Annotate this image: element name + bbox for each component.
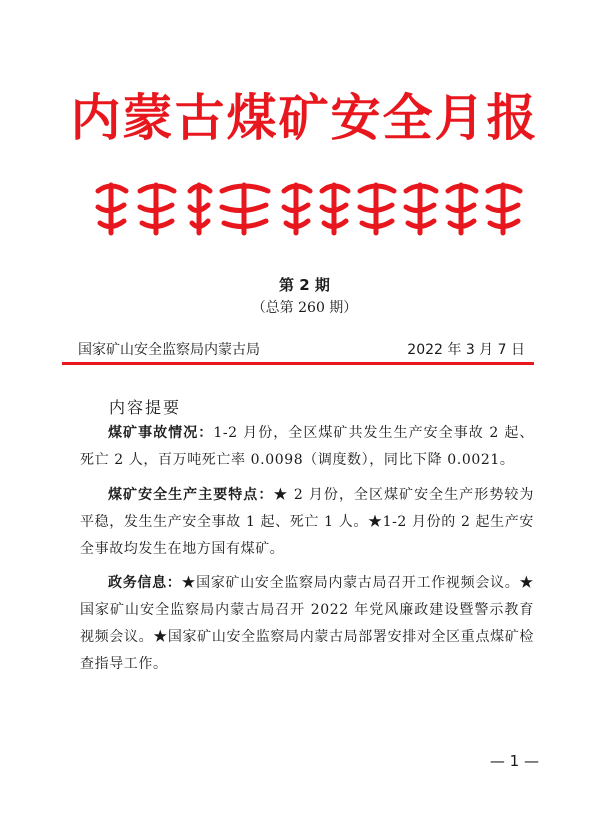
summary-paragraph-accidents bbox=[80, 420, 534, 474]
mongolian-glyph-stroke bbox=[360, 185, 394, 233]
masthead-title: 内蒙古煤矿安全月报 bbox=[70, 89, 539, 147]
publish-date: 2022 年 3 月 7 日 bbox=[407, 342, 525, 358]
mongolian-glyph-stroke bbox=[98, 185, 126, 233]
mongolian-glyph-stroke bbox=[140, 185, 174, 233]
header-rule bbox=[62, 362, 534, 365]
publisher-name: 国家矿山安全监察局内蒙古局 bbox=[78, 342, 260, 358]
mongolian-glyph-stroke bbox=[448, 185, 476, 233]
summary-paragraph-features bbox=[80, 482, 534, 563]
paragraph-lead: 煤矿事故情况： bbox=[108, 425, 214, 441]
page-number: — 1 — bbox=[489, 752, 539, 770]
mongolian-script-title-glyph bbox=[82, 177, 527, 243]
paragraph-text: 1-2 月份，全区煤矿共发生生产安全事故 2 起、死亡 2 人，百万吨死亡率 0.0098（调度数），同比下降 0.0021。 bbox=[80, 425, 534, 468]
mongolian-glyph-stroke bbox=[406, 185, 436, 233]
paragraph-text: ★ 2 月份，全区煤矿安全生产形势较为平稳，发生生产安全事故 1 起、死亡 1 人。★1-2 月份的 2 起生产安全事故均发生在地方国有煤矿。 bbox=[80, 487, 534, 557]
summary-paragraph-government bbox=[80, 570, 534, 678]
mongolian-glyph-stroke bbox=[284, 185, 310, 233]
mongolian-glyph-stroke bbox=[488, 185, 520, 233]
paragraph-text: ★国家矿山安全监察局内蒙古局召开工作视频会议。★国家矿山安全监察局内蒙古局召开 2022 年党风廉政建设暨警示教育视频会议。★国家矿山安全监察局内蒙古局部署安排对全区重点煤矿检查指导工作。 bbox=[80, 575, 534, 672]
paragraph-lead: 煤矿安全生产主要特点： bbox=[108, 487, 274, 503]
paragraph-lead: 政务信息： bbox=[108, 575, 182, 591]
issue-total: （总第 260 期） bbox=[251, 300, 358, 316]
mongolian-glyph-stroke bbox=[222, 185, 268, 233]
mongolian-glyph-stroke bbox=[322, 185, 348, 233]
summary-title: 内容提要 bbox=[109, 398, 182, 417]
issue-number: 第 2 期 bbox=[279, 276, 330, 294]
mongolian-glyph-stroke bbox=[190, 185, 210, 233]
